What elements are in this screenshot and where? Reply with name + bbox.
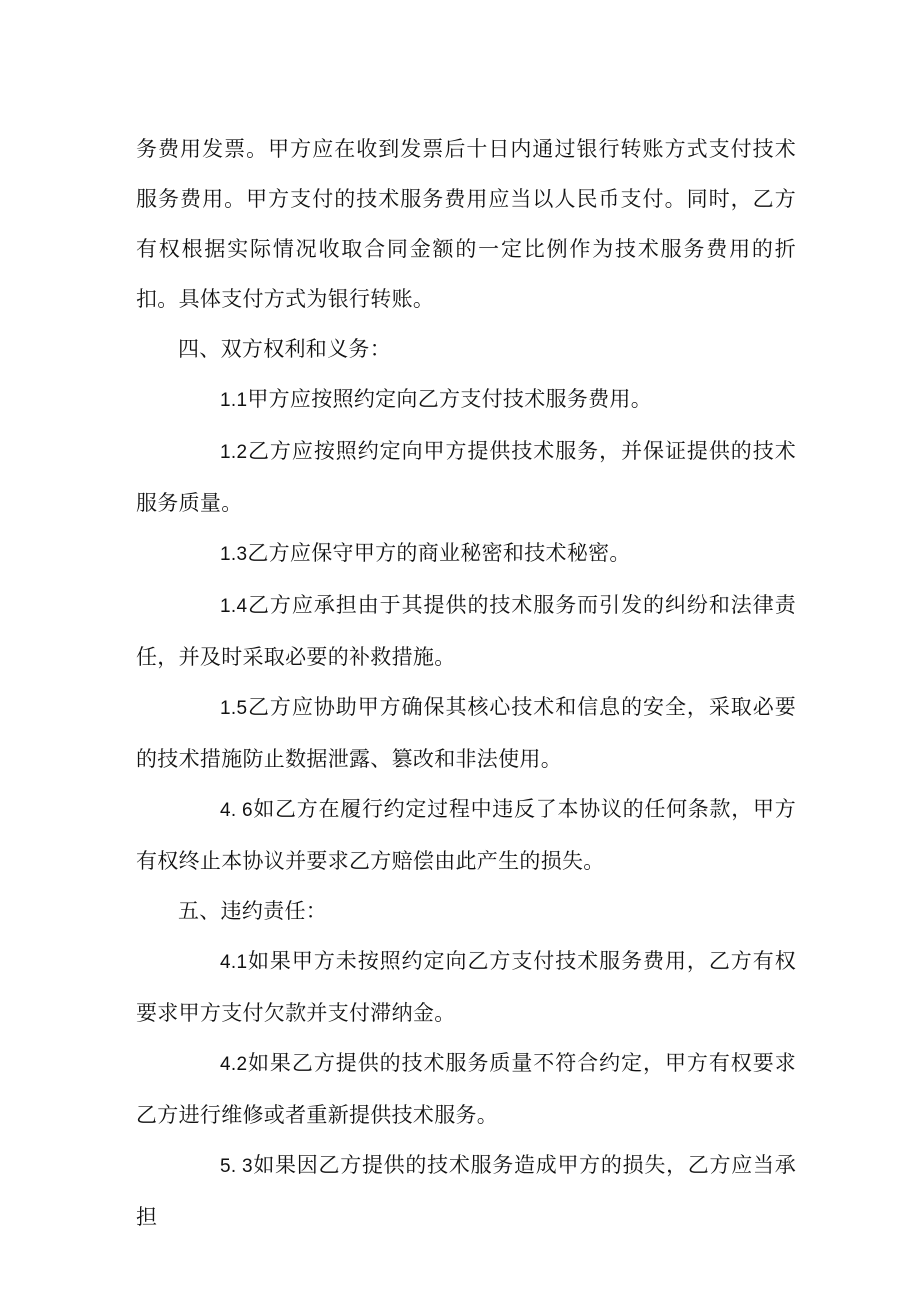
clause-number: 1.5 xyxy=(220,698,248,719)
clause-text: 乙方应承担由于其提供的技术服务而引发的纠纷和法律责任，并及时采取必要的补救措施。 xyxy=(136,593,796,669)
clause-number: 1.4 xyxy=(220,596,248,617)
clause-text: 如果因乙方提供的技术服务造成甲方的损失，乙方应当承担 xyxy=(136,1153,796,1229)
section-heading-rights-obligations xyxy=(136,324,796,374)
clause-1-1 xyxy=(136,374,796,426)
clause-number: 1.3 xyxy=(220,544,248,565)
clause-text: 乙方应保守甲方的商业秘密和技术秘密。 xyxy=(247,541,631,565)
heading-text: 五、违约责任： xyxy=(178,899,328,923)
heading-text: 四、双方权利和义务： xyxy=(178,337,391,361)
clause-1-5 xyxy=(136,682,796,784)
clause-1-3 xyxy=(136,528,796,580)
clause-4-1 xyxy=(136,936,796,1038)
clause-number: 4.1 xyxy=(220,952,248,973)
clause-text: 乙方应按照约定向甲方提供技术服务，并保证提供的技术服务质量。 xyxy=(136,439,796,515)
paragraph-payment-terms xyxy=(136,124,796,324)
document-body xyxy=(136,124,796,1242)
clause-text: 甲方应按照约定向乙方支付技术服务费用。 xyxy=(247,387,653,411)
clause-number: 4. 6 xyxy=(220,800,253,821)
section-heading-breach-liability xyxy=(136,886,796,936)
clause-number: 1.2 xyxy=(220,442,248,463)
clause-number: 1.1 xyxy=(220,390,248,411)
clause-text: 乙方应协助甲方确保其核心技术和信息的安全，采取必要的技术措施防止数据泄露、篡改和非法使用。 xyxy=(136,695,796,771)
clause-1-4 xyxy=(136,580,796,682)
clause-number: 4.2 xyxy=(220,1054,248,1075)
paragraph-text: 务费用发票。甲方应在收到发票后十日内通过银行转账方式支付技术服务费用。甲方支付的技术服务费用应当以人民币支付。同时，乙方有权根据实际情况收取合同金额的一定比例作为技术服务费用的折扣。具体支付方式为银行转账。 xyxy=(136,137,796,311)
clause-text: 如乙方在履行约定过程中违反了本协议的任何条款，甲方有权终止本协议并要求乙方赔偿由此产生的损失。 xyxy=(136,797,796,873)
clause-text: 如果甲方未按照约定向乙方支付技术服务费用，乙方有权要求甲方支付欠款并支付滞纳金。 xyxy=(136,949,796,1025)
clause-1-2 xyxy=(136,426,796,528)
clause-4-2 xyxy=(136,1038,796,1140)
clause-4-6 xyxy=(136,784,796,886)
clause-number: 5. 3 xyxy=(220,1156,253,1177)
clause-5-3 xyxy=(136,1140,796,1242)
clause-text: 如果乙方提供的技术服务质量不符合约定，甲方有权要求乙方进行维修或者重新提供技术服务。 xyxy=(136,1051,796,1127)
